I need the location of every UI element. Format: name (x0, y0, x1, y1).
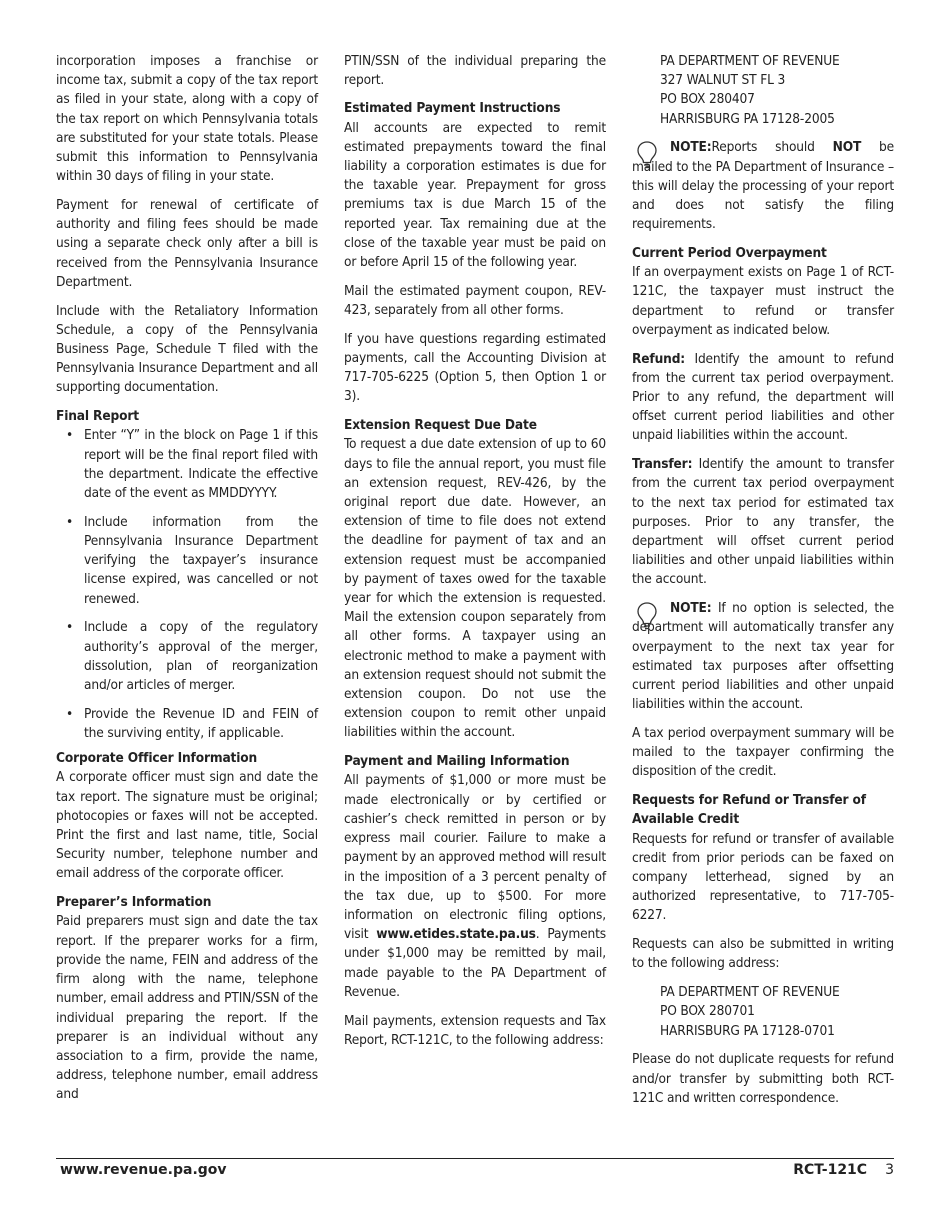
note-text-a: Reports should (711, 139, 833, 156)
address-line: PO BOX 280701 (660, 1003, 755, 1020)
final-report-list (56, 426, 318, 743)
list-item: • Include a copy of the regulatory authority’s approval of the merger, dissolution, plan of reorganization and/or articles of merger. (56, 618, 318, 695)
column-3 (632, 52, 894, 1118)
section-heading-corporate-officer: Corporate Officer Information (56, 750, 258, 767)
mailing-address-2 (632, 983, 894, 1041)
section-heading-requests-line-2: Available Credit (632, 811, 740, 828)
address-line: 327 WALNUT ST FL 3 (660, 72, 786, 89)
paragraph: A corporate officer must sign and date the tax report. The signature must be original; photocopies or faxes will not be accepted. Print the first and last name, title, Social Security number, telephone number and email address of the corporate officer. (56, 769, 318, 882)
paragraph-payment (344, 771, 606, 1001)
column-2 (344, 52, 606, 1060)
address-line: PA DEPARTMENT OF REVENUE (660, 984, 840, 1001)
note-label: NOTE: (670, 139, 712, 156)
paragraph: PTIN/SSN of the individual preparing the report. (344, 53, 606, 89)
note-text: If no option is selected, the department will automatically transfer any overpayment to the next tax year for estimated tax purposes after offsetting current period liabilities and other unpaid liabilities within the account. (632, 600, 894, 713)
list-item: • Enter “Y” in the block on Page 1 if this report will be the final report filed with the department. Indicate the effective date of the event as MMDDYYYY. (56, 426, 318, 503)
address-line: PO BOX 280407 (660, 91, 755, 108)
list-item: • Provide the Revenue ID and FEIN of the surviving entity, if applicable. (56, 705, 318, 743)
footer-form-id: RCT-121C (793, 1162, 868, 1178)
paragraph: Mail the estimated payment coupon, REV-423, separately from all other forms. (344, 282, 606, 319)
paragraph-transfer (632, 455, 894, 589)
transfer-text: Identify the amount to transfer from the current tax period overpayment to the next tax period for estimated tax purposes. Prior to any transfer, the department will offset current period liabilities and other unpaid liabilities within the account. (632, 456, 894, 588)
section-heading-payment-mailing: Payment and Mailing Information (344, 753, 570, 770)
paragraph: Requests for refund or transfer of available credit from prior periods can be faxed on company letterhead, signed by an authorized representative, to 717-705-6227. (632, 830, 894, 924)
section-heading-final-report: Final Report (56, 408, 139, 425)
footer-page-number: 3 (885, 1162, 894, 1178)
mailing-address-1 (632, 52, 894, 129)
address-line: HARRISBURG PA 17128-0701 (660, 1022, 835, 1039)
section-heading-extension: Extension Request Due Date (344, 417, 537, 434)
note-not-mail-insurance (632, 138, 894, 234)
lightbulb-icon (636, 140, 658, 170)
paragraph: To request a due date extension of up to 60 days to file the annual report, you must file an extension request, REV-426, by the original report due date. However, an extension of time to file does not extend the deadline for payment of tax and an extension request must be accompanied by payment of taxes owed for the taxable year for which the extension is requested. Mail the extension coupon separately from all other forms. A taxpayer using an electronic method to make a payment with an extension request should not submit the extension coupon. Do not use the extension coupon to remit other unpaid liabilities within the account. (344, 436, 606, 741)
paragraph: Please do not duplicate requests for refund and/or transfer by submitting both RCT-121C and written correspondence. (632, 1051, 894, 1106)
lightbulb-icon (636, 601, 658, 631)
address-line: PA DEPARTMENT OF REVENUE (660, 53, 840, 69)
note-no-option (632, 599, 894, 714)
paragraph: A tax period overpayment summary will be mailed to the taxpayer confirming the disposition of the credit. (632, 725, 894, 780)
paragraph: incorporation imposes a franchise or income tax, submit a copy of the tax report as filed in your state, along with a copy of the tax report on which Pennsylvania totals are substituted for your state totals. Please submit this information to Pennsylvania within 30 days of filing in your state. (56, 53, 318, 185)
footer-divider (56, 1158, 894, 1159)
note-text-b: be mailed to the PA Department of Insurance – this will delay the processing of your report and does not satisfy the filing requirements. (632, 139, 895, 233)
transfer-label: Transfer: (632, 456, 693, 473)
refund-label: Refund: (632, 350, 686, 367)
refund-text: Identify the amount to refund from the current tax period overpayment. Prior to any refund, the department will offset current period liabilities and other unpaid liabilities within the account. (632, 350, 894, 444)
footer-website[interactable]: www.revenue.pa.gov (60, 1162, 227, 1178)
column-1 (56, 52, 318, 1114)
footer-form-page (793, 1162, 894, 1178)
list-item: • Include information from the Pennsylvania Insurance Department verifying the taxpayer’s insurance license expired, was cancelled or not renewed. (56, 513, 318, 609)
payment-text-a: All payments of $1,000 or more must be made electronically or by certified or cashier’s check remitted in person or by express mail courier. Failure to make a payment by an approved method will result in the imposition of a 3 percent penalty of the tax due, up to $500. For more information on electronic filing options, visit (344, 772, 606, 943)
section-heading-overpayment: Current Period Overpayment (632, 245, 827, 262)
paragraph-refund (632, 350, 894, 446)
paragraph: Include with the Retaliatory Information Schedule, a copy of the Pennsylvania Business Page, Schedule T filed with the Pennsylvania Insurance Department and all supporting documentation. (56, 302, 318, 396)
paragraph: Payment for renewal of certificate of authority and filing fees should be made using a separate check only after a bill is received from the Pennsylvania Insurance Department. (56, 197, 318, 290)
paragraph: If an overpayment exists on Page 1 of RCT-121C, the taxpayer must instruct the department to refund or transfer overpayment as indicated below. (632, 264, 894, 338)
paragraph: All accounts are expected to remit estimated prepayments toward the final liability a corporation estimates is due for the taxable year. Prepayment for gross premiums tax is due March 15 of the reported year. Tax remaining due at the close of the taxable year must be paid on or before April 15 of the following year. (344, 119, 606, 271)
payment-text-b: . Payments under $1,000 may be remitted by mail, made payable to the PA Department of Revenue. (344, 926, 606, 1000)
paragraph: If you have questions regarding estimated payments, call the Accounting Division at 717-705-6225 (Option 5, then Option 1 or 3). (344, 330, 606, 405)
note-not: NOT (832, 139, 862, 156)
note-label: NOTE: (670, 600, 712, 617)
paragraph: Paid preparers must sign and date the tax report. If the preparer works for a firm, provide the name, FEIN and address of the firm along with the name, telephone number, email address and PTIN/SSN of the individual preparing the report. If the preparer is an individual without any association to a firm, provide the name, address, telephone number, email address and (56, 913, 318, 1103)
section-heading-preparer: Preparer’s Information (56, 894, 212, 911)
address-line: HARRISBURG PA 17128-2005 (660, 110, 835, 127)
section-heading-estimated-payment: Estimated Payment Instructions (344, 100, 561, 117)
paragraph: Mail payments, extension requests and Tax Report, RCT-121C, to the following address: (344, 1012, 606, 1048)
etides-link[interactable]: www.etides.state.pa.us (376, 926, 536, 943)
paragraph: Requests can also be submitted in writing to the following address: (632, 936, 894, 972)
section-heading-requests-line-1: Requests for Refund or Transfer of (632, 792, 866, 809)
